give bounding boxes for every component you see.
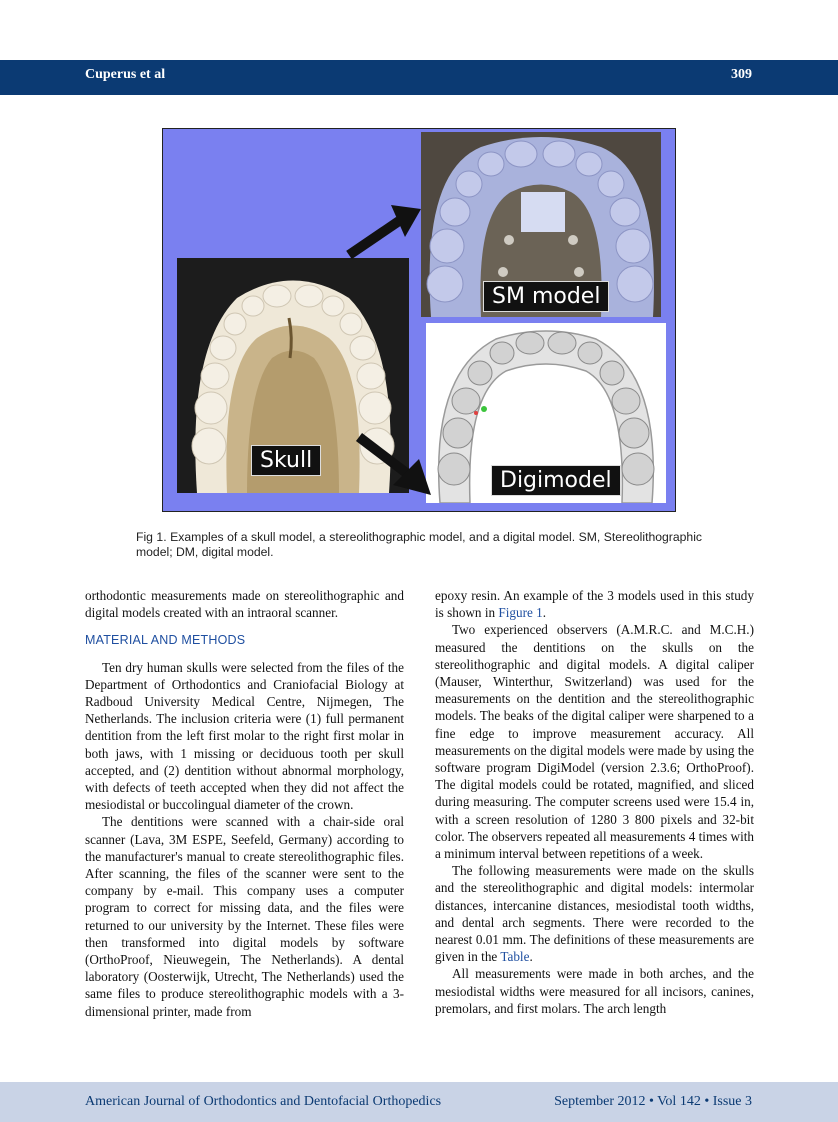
figure-caption: Fig 1. Examples of a skull model, a stereolithographic model, and a digital model. SM, Stereolithographic model; DM, digital model. <box>136 530 702 559</box>
left-paragraph-3: The dentitions were scanned with a chair-side oral scanner (Lava, 3M ESPE, Seefeld, Germany) according to the manufacturer's manual to create stereolithographic files. After scanning, the files of the scanner were sent to the company by e-mail. This company uses a computer program to correct for missing data, and the files were returned to our university by the Internet. These files were then transformed into digital models by software (OrthoProof, Nieuwegein, The Netherlands). A dental laboratory (Oosterwijk, Utrecht, The Netherlands) used the same files to produce stereolithographic models with a 3-dimensional printer, made from <box>85 814 404 1019</box>
right-paragraph-2: Two experienced observers (A.M.R.C. and M.C.H.) measured the dentitions on the skulls on the stereolithographic and digital models. A digital caliper (Mauser, Winterthur, Switzerland) was used for the measurements on the dentition and the stereolithographic models. The beaks of the digital caliper were sharpened to a fine edge to improve measurement accuracy. All measurements on the digital models were made by using the software program DigiModel (version 2.3.6; OrthoProof). The digital models could be rotated, magnified, and sliced during measuring. The computer screens used were 15.4 in, with a screen resolution of 1280 3 800 pixels and 32-bit color. The observers repeated all measurements 4 times with a minimum interval between repetitions of a week. <box>435 622 754 862</box>
sm-model-label: SM model <box>483 281 609 312</box>
right-paragraph-4: All measurements were made in both arches, and the mesiodistal widths were measured for all incisors, canines, premolars, and first molars. The arch length <box>435 966 754 1016</box>
arrow-down-right-icon <box>353 429 433 499</box>
running-header <box>0 60 838 95</box>
issue-info: September 2012 • Vol 142 • Issue 3 <box>554 1094 752 1109</box>
section-heading: MATERIAL AND METHODS <box>85 633 246 648</box>
right-paragraph-3: The following measurements were made on the skulls and the stereolithographic and digital models: intermolar distances, intercanine distances, mesiodistal tooth widths, and dental arch segments. There were recorded to the nearest 0.01 mm. The definitions of these measurements are given in the Table. <box>435 863 754 965</box>
right-paragraph-1: epoxy resin. An example of the 3 models used in this study is shown in Figure 1. <box>435 588 754 621</box>
figure-1 <box>162 128 676 512</box>
journal-name: American Journal of Orthodontics and Dentofacial Orthopedics <box>85 1094 442 1109</box>
digimodel-label: Digimodel <box>491 465 621 496</box>
table-link[interactable]: Table <box>500 949 530 965</box>
left-paragraph-1: orthodontic measurements made on stereolithographic and digital models created with an intraoral scanner. <box>85 588 404 621</box>
left-column <box>85 587 404 1020</box>
skull-label: Skull <box>251 445 321 476</box>
figure-1-link[interactable]: Figure 1 <box>498 605 543 621</box>
arrow-up-right-icon <box>343 203 423 263</box>
header-authors: Cuperus et al <box>85 67 166 82</box>
page-number: 309 <box>731 67 752 82</box>
running-footer <box>0 1082 838 1122</box>
left-paragraph-2: Ten dry human skulls were selected from the files of the Department of Orthodontics and Craniofacial Biology at Radboud University Medical Centre, Nijmegen, The Netherlands. The inclusion criteria were (1) full permanent dentition from the left first molar to the right first molar in both jaws, with 1 missing or deciduous tooth per skull accepted, and (2) dentition without abnormal morphology, with defects of teeth accepted when they did not affect the mesiodistal or buccolingual diameter of the crown. <box>85 659 404 813</box>
right-column <box>435 587 754 1017</box>
